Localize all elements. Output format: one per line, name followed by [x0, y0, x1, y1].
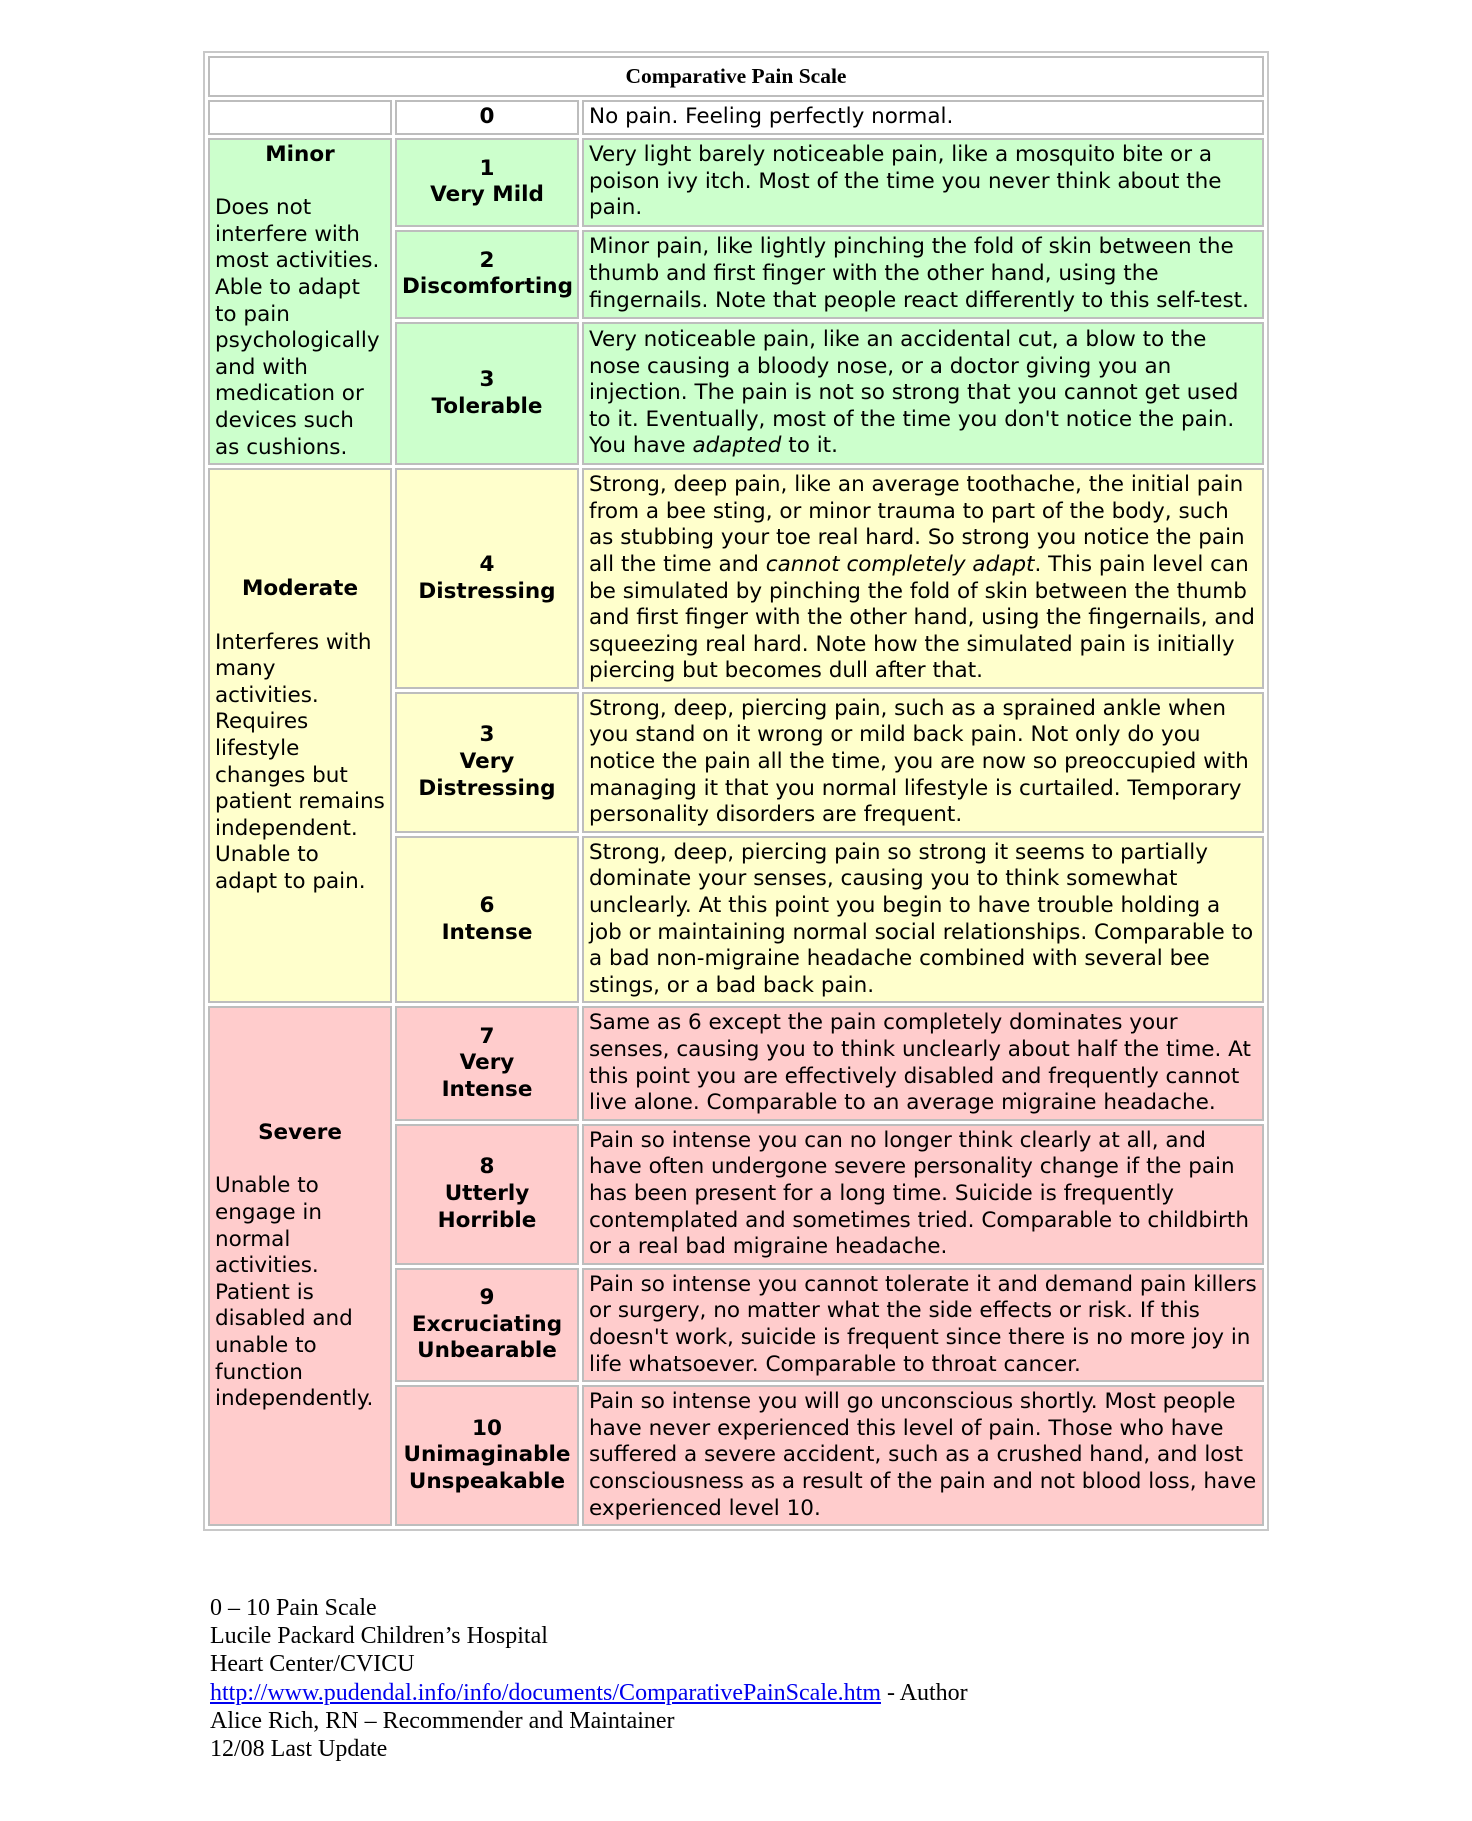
level-9-cell	[395, 1268, 579, 1382]
category-severe-cell	[208, 1006, 392, 1526]
level-0-description: No pain. Feeling perfectly normal.	[582, 100, 1264, 135]
empty-category-cell	[208, 100, 392, 135]
level-5-description: Strong, deep, piercing pain, such as a sprained ankle when you stand on it wrong or mild back pain. Not only do you notice the pain all the time, you are now so preoccupied with managing it that you normal lifestyle is curtailed. Temporary personality disorders are frequent.	[582, 692, 1264, 833]
level-4-number: 4	[479, 551, 495, 577]
pain-scale-table	[203, 51, 1269, 1531]
level-6-label: Intense	[441, 919, 533, 945]
level-3-desc-part1: Very noticeable pain, like an accidental cut, a blow to the nose causing a bloody nose, or a doctor giving you an injection. The pain is not so strong that you cannot get used to it. Eventually, most of the time you don't notice the pain. You have	[589, 327, 1239, 459]
footer-maintainer: Alice Rich, RN – Recommender and Maintainer	[210, 1707, 675, 1734]
level-0-cell	[395, 100, 579, 135]
category-severe-name: Severe	[258, 1119, 342, 1145]
level-9-number: 9	[479, 1285, 495, 1311]
level-10-number: 10	[472, 1415, 502, 1441]
level-2-number: 2	[479, 247, 495, 273]
level-7-label-line1: Very	[459, 1050, 515, 1076]
footer-scale-name: 0 – 10 Pain Scale	[210, 1595, 377, 1621]
level-7-label-line2: Intense	[441, 1076, 533, 1102]
level-row-7	[208, 1006, 1264, 1120]
level-3-desc-part2: to it.	[781, 433, 838, 459]
footer-hospital: Lucile Packard Children’s Hospital	[210, 1623, 548, 1650]
level-7-cell	[395, 1006, 579, 1120]
level-4-description	[582, 468, 1264, 689]
level-2-description: Minor pain, like lightly pinching the fold of skin between the thumb and first finger with the other hand, using the fingernails. Note that people react differently to this self-test.	[582, 230, 1264, 319]
pain-scale-container	[203, 51, 1269, 1531]
level-8-description: Pain so intense you can no longer think clearly at all, and have often undergone severe personality change if the pain has been present for a long time. Suicide is frequently contemplated and sometimes tried. Comparable to childbirth or a real bad migraine headache.	[582, 1124, 1264, 1265]
level-4-label: Distressing	[418, 578, 556, 604]
level-8-number: 8	[479, 1154, 495, 1180]
level-row-1	[208, 138, 1264, 227]
footer-last-update: 12/08 Last Update	[210, 1736, 388, 1763]
level-9-label-line1: Excruciating	[411, 1311, 563, 1337]
level-row-4	[208, 468, 1264, 689]
level-4-cell	[395, 468, 579, 689]
source-link[interactable]: http://www.pudendal.info/info/documents/ComparativePainScale.htm	[210, 1679, 881, 1706]
level-5-number: 3	[479, 722, 495, 748]
level-6-number: 6	[479, 893, 495, 919]
category-moderate-description: Interferes with many activities. Requires lifestyle changes but patient remains independent. Unable to adapt to pain.	[215, 629, 385, 894]
level-9-label-line2: Unbearable	[417, 1338, 557, 1364]
level-10-description: Pain so intense you will go unconscious shortly. Most people have never experienced this level of pain. Those who have suffered a severe accident, such as a crushed hand, and lost consciousness as a result of the pain and not blood loss, have experienced level 10.	[582, 1385, 1264, 1526]
level-1-number: 1	[479, 155, 495, 181]
level-8-label-line1: Utterly	[444, 1180, 530, 1206]
document-footer	[210, 1594, 968, 1763]
level-10-cell	[395, 1385, 579, 1526]
level-9-description: Pain so intense you cannot tolerate it and demand pain killers or surgery, no matter what the side effects or risk. If this doesn't work, suicide is frequent since there is no more joy in life whatsoever. Comparable to throat cancer.	[582, 1268, 1264, 1382]
level-5-label-line1: Very	[459, 749, 515, 775]
footer-department: Heart Center/CVICU	[210, 1651, 415, 1678]
level-4-desc-emphasis: cannot completely adapt	[765, 551, 1035, 577]
level-3-description	[582, 322, 1264, 465]
title-row	[208, 56, 1264, 97]
level-8-cell	[395, 1124, 579, 1265]
category-minor-description: Does not interfere with most activities. Able to adapt to pain psychologically and with medication or devices such as cushions.	[215, 195, 380, 460]
level-3-label: Tolerable	[431, 393, 543, 419]
level-6-description: Strong, deep, piercing pain so strong it seems to partially dominate your senses, causing you to think somewhat unclearly. At this point you begin to have trouble holding a job or maintaining normal social relationships. Comparable to a bad non-migraine headache combined with several bee stings, or a bad back pain.	[582, 836, 1264, 1004]
level-row-0	[208, 100, 1264, 135]
level-1-cell	[395, 138, 579, 227]
level-1-label: Very Mild	[430, 182, 544, 208]
level-4-desc-part2: . This pain level can be simulated by pinching the fold of skin between the thumb and first finger with the other hand, using the fingernails, and squeezing real hard. Note how the simulated pain is initially piercing but becomes dull after that.	[589, 551, 1255, 684]
level-8-label-line2: Horrible	[437, 1207, 537, 1233]
level-0-number: 0	[479, 104, 495, 129]
category-moderate-cell	[208, 468, 392, 1003]
footer-source-line	[210, 1679, 968, 1707]
level-6-cell	[395, 836, 579, 1004]
level-7-description: Same as 6 except the pain completely dominates your senses, causing you to think unclearly about half the time. At this point you are effectively disabled and frequently cannot live alone. Comparable to an average migraine headache.	[582, 1006, 1264, 1120]
level-2-label: Discomforting	[402, 274, 574, 300]
level-2-cell	[395, 230, 579, 319]
level-10-label-line1: Unimaginable	[403, 1442, 571, 1468]
level-4-desc-part1: Strong, deep pain, like an average toothache, the initial pain from a bee sting, or minor trauma to part of the body, such as stubbing your toe real hard. So strong you notice the pain all the time and	[589, 472, 1245, 577]
level-3-number: 3	[479, 366, 495, 392]
level-3-desc-emphasis: adapted	[692, 433, 782, 459]
category-moderate-name: Moderate	[241, 576, 359, 601]
level-1-description: Very light barely noticeable pain, like a mosquito bite or a poison ivy itch. Most of the time you never think about the pain.	[582, 138, 1264, 227]
level-5-label-line2: Distressing	[418, 775, 556, 801]
category-minor-cell	[208, 138, 392, 466]
category-severe-description: Unable to engage in normal activities. Patient is disabled and unable to function independently.	[215, 1173, 374, 1412]
level-7-number: 7	[479, 1023, 495, 1049]
table-title: Comparative Pain Scale	[208, 56, 1264, 97]
level-3-cell	[395, 322, 579, 465]
level-10-label-line2: Unspeakable	[408, 1468, 566, 1494]
category-minor-name: Minor	[265, 141, 335, 167]
footer-author-label: - Author	[881, 1679, 968, 1706]
level-5-cell	[395, 692, 579, 833]
